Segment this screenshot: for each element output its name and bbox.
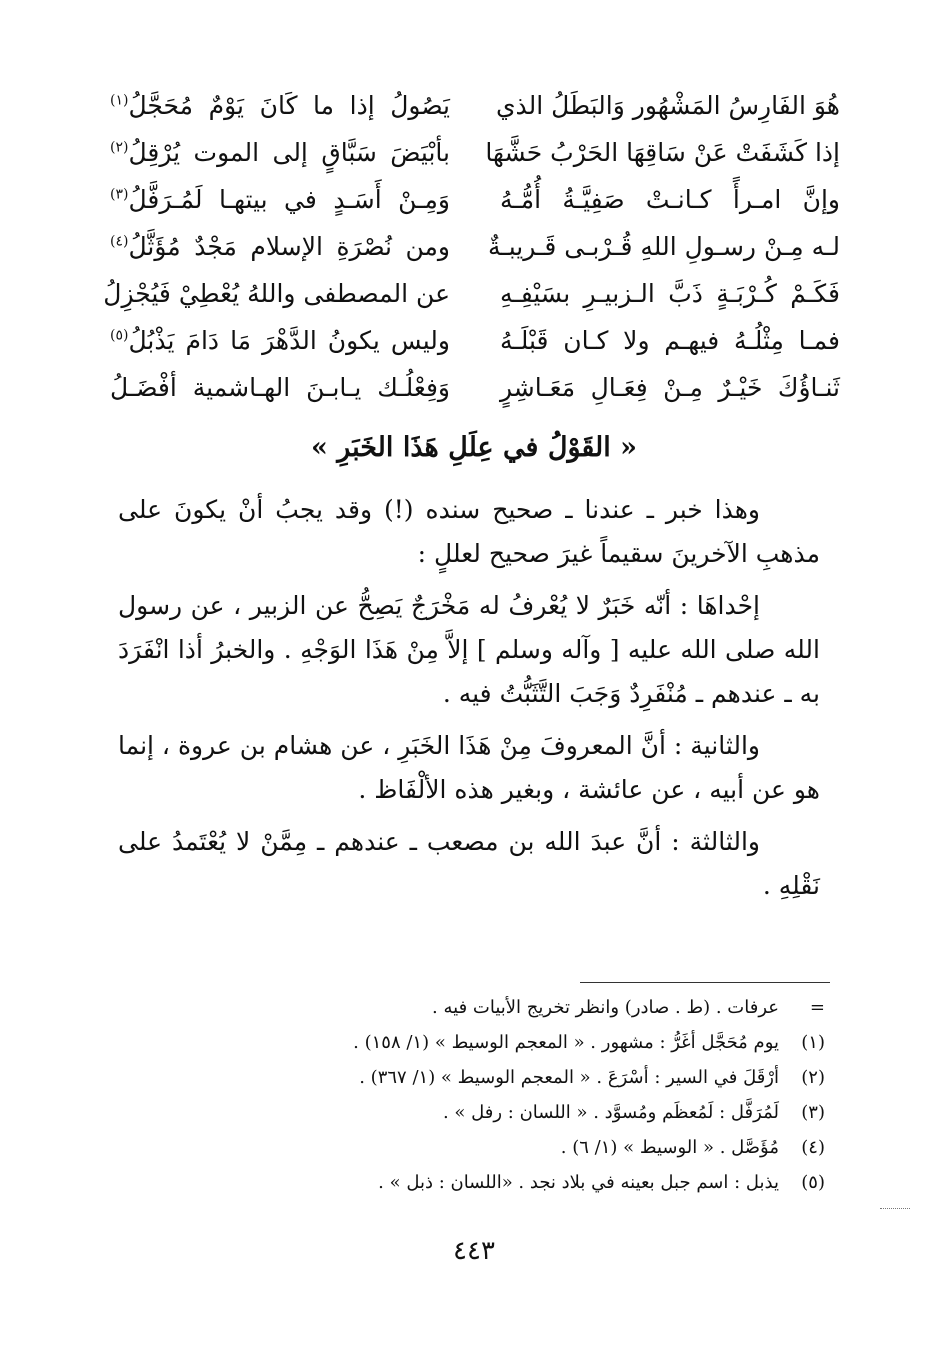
footnote-reference: (٣) xyxy=(110,186,129,203)
footnote xyxy=(200,1130,825,1165)
footnote-text: يوم مُحَجَّل أغَرُّ : مشهور . « المعجم الوسيط » (١/ ١٥٨) . xyxy=(353,1032,779,1053)
hemistich-text: ومن نُصْرَةِ الإسلام مَجْدٌ مُؤَثَّلُ xyxy=(128,232,450,261)
poem-verse xyxy=(100,364,840,411)
poem-verse xyxy=(100,129,840,176)
hemistich-text: يَصُولُ إذا ما كَانَ يَوْمٌ مُحَجَّلُ xyxy=(128,91,450,120)
hemistich-text: وَمِـنْ أَسَـدٍ في بيتهـا لَمُـرَفَّلُ xyxy=(128,185,450,214)
poem-block xyxy=(100,82,840,411)
verse-second-hemistich xyxy=(110,185,450,214)
verse-second-hemistich xyxy=(110,232,450,261)
poem-verse xyxy=(100,176,840,223)
verse-second-hemistich xyxy=(110,91,450,120)
verse-first-hemistich: إذا كَشَفَتْ عَنْ سَاقِهَا الحَرْبُ حَشَّهَا xyxy=(485,138,840,167)
footnote-mark: (٤) xyxy=(801,1137,825,1158)
footnote-mark: (١) xyxy=(801,1032,825,1053)
poem-verse xyxy=(100,82,840,129)
verse-second-hemistich xyxy=(110,326,450,355)
footnote xyxy=(200,990,825,1025)
verse-first-hemistich: ثَنـاؤُكَ خَيْـرٌ مِـنْ فِعَـالِ مَعَـاشِرٍ xyxy=(500,373,840,402)
verse-first-hemistich: فمـا مِثْلُـهُ فيهـم ولا كـان قَبْلَـهُ xyxy=(500,326,840,355)
footnote-text: مُؤَصَّل . « الوسيط » (١/ ٦) . xyxy=(560,1137,779,1158)
paragraph: وهذا خبر ـ عندنا ـ صحيح سنده (!) وقد يجبُ أنْ يكونَ على مذهبِ الآخرينَ سقيماً غيرَ صحيح لعللٍ : xyxy=(118,495,820,568)
footnote-mark: (٥) xyxy=(801,1172,825,1193)
poem-verse xyxy=(100,223,840,270)
verse-second-hemistich xyxy=(103,279,450,308)
hemistich-text: وليس يكونُ الدَّهْرَ مَا دَامَ يَذْبُلُ xyxy=(128,326,450,355)
footnote-reference: (٤) xyxy=(110,233,129,250)
footnote-divider xyxy=(580,982,830,983)
footnote-mark: (٢) xyxy=(801,1067,825,1088)
footnote-text: لَمُرَفَّل : لَمُعظَم ومُسوَّد . « اللسان : رفل » . xyxy=(442,1102,779,1123)
section-heading: « القَوْلُ في عِلَلِ هَذَا الخَبَرِ » xyxy=(310,432,638,463)
verse-second-hemistich xyxy=(110,373,450,402)
verse-first-hemistich: وإنَّ امـرأً كـانـتْ صَفِيَّـةُ أُمُّـهُ xyxy=(500,185,840,214)
paragraph: إحْداهَا : أنّه خَبَرٌ لا يُعْرفُ له مَخْرَجٌ يَصِحُّ عن الزبير ، عن رسول الله صلى الله عليه [ وآله وسلم ] إلاَّ مِنْ هَذَا الوَجْهِ . والخبرُ أذا انْفَرَدَ به ـ عندهم ـ مُنْفَرِدٌ وَجَبَ التَّثَبُّتُ فيه . xyxy=(118,591,820,708)
poem-verse xyxy=(100,270,840,317)
verse-first-hemistich: هُوَ الفَارِسُ المَشْهُور وَالبَطَلُ الذي xyxy=(495,91,840,120)
hemistich-text: بأبْيَضَ سَبَّاقٍ إلى الموت يُرْقِلُ xyxy=(128,138,450,167)
body-text xyxy=(118,488,820,916)
page-number: ٤٤٣ xyxy=(453,1236,495,1266)
paragraph: والثانية : أنَّ المعروفَ مِنْ هَذَا الخَبَرِ ، عن هشام بن عروة ، إنما هو عن أبيه ، عن عائشة ، وبغير هذه الألْفَاظ . xyxy=(118,731,820,804)
footnote-text: أرْقَلَ في السير : أسْرَعَ . « المعجم الوسيط » (١/ ٣٦٧) . xyxy=(359,1067,779,1088)
hemistich-text: عن المصطفى واللهُ يُعْطِيْ فَيُجْزِلُ xyxy=(103,279,450,308)
footnotes xyxy=(200,990,825,1200)
footnote xyxy=(200,1060,825,1095)
verse-first-hemistich: فَكَـمْ كُـرْبَـةٍ ذَبَّ الـزبيـرِ بسَيْفِـهِ xyxy=(500,279,840,308)
footnote xyxy=(200,1165,825,1200)
hemistich-text: وَفِعْلُـك يـابـنَ الهـاشمية أفْضَـلُ xyxy=(110,373,450,402)
footnote-text: يذبل : اسم جبل بعينه في بلاد نجد . «اللسان : ذبل » . xyxy=(378,1172,779,1193)
margin-dots xyxy=(880,1208,910,1209)
footnote-reference: (٢) xyxy=(110,139,129,156)
footnote-reference: (١) xyxy=(110,92,129,109)
verse-second-hemistich xyxy=(110,138,450,167)
footnote xyxy=(200,1095,825,1130)
poem-verse xyxy=(100,317,840,364)
footnote xyxy=(200,1025,825,1060)
paragraph: والثالثة : أنَّ عبدَ الله بن مصعب ـ عندهم ـ مِمَّنْ لا يُعْتَمدُ على نَقْلِهِ . xyxy=(118,827,820,900)
footnote-reference: (٥) xyxy=(110,327,129,344)
footnote-mark: = xyxy=(809,997,825,1018)
footnote-mark: (٣) xyxy=(801,1102,825,1123)
footnote-text: عرفات . (ط . صادر) وانظر تخريج الأبيات فيه . xyxy=(432,997,779,1018)
verse-first-hemistich: لـه مِـنْ رسـولِ اللهِ قُـرْبـى قَـريبـةٌ xyxy=(488,232,840,261)
